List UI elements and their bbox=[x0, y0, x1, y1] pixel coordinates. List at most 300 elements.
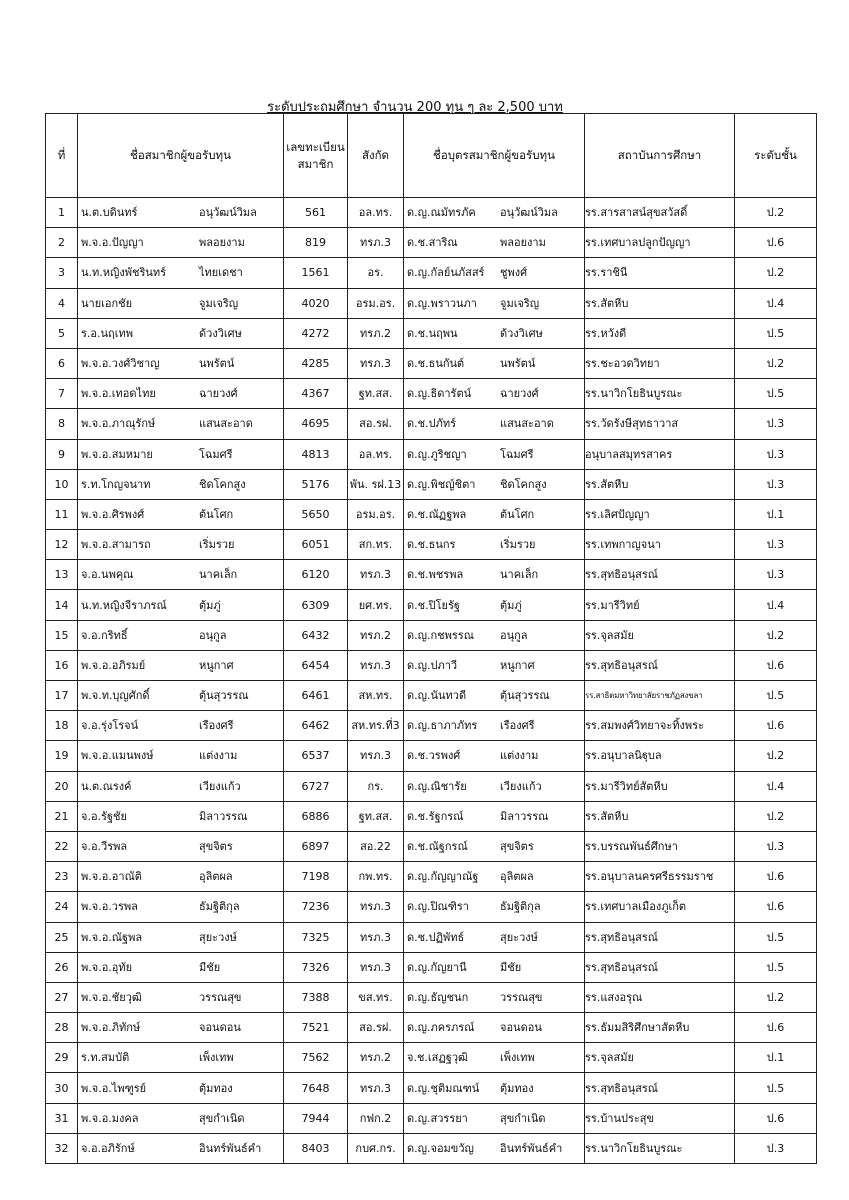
child-last-name: แสนสะอาด bbox=[500, 417, 554, 431]
cell-no: 21 bbox=[46, 801, 78, 831]
cell-no: 13 bbox=[46, 560, 78, 590]
member-last-name: สุขกำเนิด bbox=[199, 1111, 245, 1125]
child-last-name: ด้วงวิเศษ bbox=[500, 326, 543, 340]
cell-child-name bbox=[404, 892, 585, 922]
cell-no: 11 bbox=[46, 499, 78, 529]
member-first-name: น.ท.หญิงพัชรินทร์ bbox=[81, 266, 167, 280]
child-last-name: มิลาวรรณ bbox=[500, 809, 549, 823]
child-last-name: อุลิตผล bbox=[500, 870, 534, 884]
child-first-name: ด.ญ.ธาภาภัทร bbox=[407, 719, 478, 733]
cell-level: ป.5 bbox=[735, 922, 817, 952]
child-last-name: ชูพงศ์ bbox=[500, 266, 528, 280]
cell-school: รร.บ้านประสุข bbox=[585, 1103, 735, 1133]
child-last-name: ต้นโศก bbox=[500, 507, 535, 521]
child-first-name: ด.ญ.ธัญชนก bbox=[407, 990, 469, 1004]
cell-child-name bbox=[404, 982, 585, 1012]
child-first-name: ด.ช.นฤพน bbox=[407, 326, 458, 340]
cell-school: รร.จุลสมัย bbox=[585, 620, 735, 650]
cell-unit: ทรภ.2 bbox=[348, 620, 404, 650]
member-last-name: โฉมศรี bbox=[199, 447, 233, 461]
child-last-name: ฉายวงศ์ bbox=[500, 387, 539, 401]
cell-level: ป.6 bbox=[735, 862, 817, 892]
cell-child-name bbox=[404, 499, 585, 529]
cell-level: ป.3 bbox=[735, 831, 817, 861]
cell-level: ป.5 bbox=[735, 379, 817, 409]
child-last-name: ตุ้มภู่ bbox=[500, 598, 522, 612]
cell-child-name bbox=[404, 922, 585, 952]
header-level: ระดับชั้น bbox=[735, 114, 817, 198]
cell-unit: อรม.อร. bbox=[348, 499, 404, 529]
cell-school: รร.หวังดี bbox=[585, 318, 735, 348]
child-first-name: ด.ญ.ภครภรณ์ bbox=[407, 1021, 475, 1035]
cell-school: รร.แสงอรุณ bbox=[585, 982, 735, 1012]
cell-school: รร.สาธิตมหาวิทยาลัยราชภัฏสงขลา bbox=[585, 681, 735, 711]
member-first-name: พ.จ.อ.อภิรมย์ bbox=[81, 658, 146, 672]
member-first-name: พ.จ.อ.วงศ์วิชาญ bbox=[81, 357, 160, 371]
cell-member-name bbox=[78, 741, 284, 771]
cell-level: ป.3 bbox=[735, 469, 817, 499]
cell-no: 3 bbox=[46, 258, 78, 288]
member-last-name: ไทยเดชา bbox=[199, 266, 243, 280]
cell-no: 7 bbox=[46, 379, 78, 409]
cell-school: รร.อนุบาลนครศรีธรรมราช bbox=[585, 862, 735, 892]
cell-no: 16 bbox=[46, 650, 78, 680]
cell-member-name bbox=[78, 862, 284, 892]
child-last-name: เวียงแก้ว bbox=[500, 779, 542, 793]
cell-school: รร.เทศบาลเมืองภูเก็ต bbox=[585, 892, 735, 922]
cell-level: ป.2 bbox=[735, 198, 817, 228]
cell-no: 25 bbox=[46, 922, 78, 952]
member-first-name: พ.จ.อ.ชัยวุฒิ bbox=[81, 990, 142, 1004]
table-row bbox=[46, 1073, 817, 1103]
child-last-name: ตุ้นสุวรรณ bbox=[500, 689, 550, 703]
table-row bbox=[46, 620, 817, 650]
cell-member-name bbox=[78, 409, 284, 439]
cell-child-name bbox=[404, 952, 585, 982]
header-member-name: ชื่อสมาชิกผู้ขอรับทุน bbox=[78, 114, 284, 198]
child-first-name: ด.ช.รัฐกรณ์ bbox=[407, 809, 464, 823]
cell-unit: ทรภ.3 bbox=[348, 228, 404, 258]
member-last-name: จอนดอน bbox=[199, 1021, 241, 1035]
member-first-name: พ.จ.อ.ภาณุรักษ์ bbox=[81, 417, 156, 431]
child-first-name: ด.ช.พชรพล bbox=[407, 568, 464, 582]
table-row bbox=[46, 409, 817, 439]
cell-level: ป.3 bbox=[735, 409, 817, 439]
cell-no: 2 bbox=[46, 228, 78, 258]
member-last-name: หนูกาศ bbox=[199, 658, 234, 672]
child-last-name: ธัมฐิติกุล bbox=[500, 900, 541, 914]
member-first-name: พ.จ.อ.ภิทักษ์ bbox=[81, 1021, 141, 1035]
cell-member-id: 7325 bbox=[284, 922, 348, 952]
cell-child-name bbox=[404, 288, 585, 318]
table-row bbox=[46, 379, 817, 409]
cell-unit: อล.ทร. bbox=[348, 198, 404, 228]
child-first-name: ด.ญ.ภูริชญา bbox=[407, 447, 467, 461]
cell-member-name bbox=[78, 801, 284, 831]
cell-member-id: 8403 bbox=[284, 1133, 348, 1163]
member-last-name: เวียงแก้ว bbox=[199, 779, 241, 793]
member-first-name: พ.จ.อ.วรพล bbox=[81, 900, 138, 914]
cell-level: ป.1 bbox=[735, 499, 817, 529]
member-last-name: มิลาวรรณ bbox=[199, 809, 248, 823]
child-last-name: อินทร์พันธ์คำ bbox=[500, 1141, 563, 1155]
cell-child-name bbox=[404, 1133, 585, 1163]
member-last-name: ตุ้นสุวรรณ bbox=[199, 689, 249, 703]
cell-member-id: 6461 bbox=[284, 681, 348, 711]
child-last-name: สุยะวงษ์ bbox=[500, 930, 538, 944]
cell-member-id: 6454 bbox=[284, 650, 348, 680]
cell-member-id: 1561 bbox=[284, 258, 348, 288]
table-row bbox=[46, 922, 817, 952]
cell-school: รร.สัตหีบ bbox=[585, 469, 735, 499]
member-first-name: พ.จ.ท.บุญศักดิ์ bbox=[81, 689, 150, 703]
cell-child-name bbox=[404, 831, 585, 861]
child-first-name: ด.ช.ปฏิพัทธ์ bbox=[407, 930, 465, 944]
table-row bbox=[46, 771, 817, 801]
cell-level: ป.2 bbox=[735, 348, 817, 378]
child-last-name: แต่งงาม bbox=[500, 749, 539, 763]
child-first-name: ด.ญ.สวรรยา bbox=[407, 1111, 468, 1125]
cell-member-id: 4367 bbox=[284, 379, 348, 409]
cell-child-name bbox=[404, 409, 585, 439]
table-row bbox=[46, 952, 817, 982]
cell-level: ป.4 bbox=[735, 590, 817, 620]
member-last-name: เพ็งเทพ bbox=[199, 1051, 234, 1065]
cell-child-name bbox=[404, 650, 585, 680]
table-row bbox=[46, 711, 817, 741]
cell-school: รร.มารีวิทย์ bbox=[585, 590, 735, 620]
cell-unit: ทรภ.3 bbox=[348, 560, 404, 590]
child-last-name: นพรัตน์ bbox=[500, 357, 536, 371]
member-last-name: ต้นโศก bbox=[199, 507, 234, 521]
cell-no: 29 bbox=[46, 1043, 78, 1073]
cell-child-name bbox=[404, 348, 585, 378]
page-title: ระดับประถมศึกษา จำนวน 200 ทุน ๆ ละ 2,500 บาท bbox=[267, 100, 563, 115]
cell-member-name bbox=[78, 681, 284, 711]
member-first-name: พ.จ.อ.มงคล bbox=[81, 1111, 139, 1125]
child-first-name: ด.ญ.กัลย์นภัสสร์ bbox=[407, 266, 485, 280]
member-last-name: นาคเล็ก bbox=[199, 568, 238, 582]
member-last-name: อนุกูล bbox=[199, 628, 227, 642]
cell-unit: ทรภ.2 bbox=[348, 318, 404, 348]
member-first-name: พ.จ.อ.อาณัติ bbox=[81, 870, 142, 884]
cell-unit: สอ.รฝ. bbox=[348, 409, 404, 439]
cell-child-name bbox=[404, 620, 585, 650]
cell-school: รร.สุทธิอนุสรณ์ bbox=[585, 922, 735, 952]
cell-member-name bbox=[78, 439, 284, 469]
cell-level: ป.6 bbox=[735, 711, 817, 741]
cell-member-id: 4020 bbox=[284, 288, 348, 318]
child-last-name: อนุกูล bbox=[500, 628, 528, 642]
cell-school: อนุบาลสมุทรสาคร bbox=[585, 439, 735, 469]
cell-level: ป.3 bbox=[735, 560, 817, 590]
cell-level: ป.6 bbox=[735, 1103, 817, 1133]
child-last-name: สุขจิตร bbox=[500, 840, 534, 854]
cell-member-id: 7562 bbox=[284, 1043, 348, 1073]
cell-no: 4 bbox=[46, 288, 78, 318]
member-last-name: ชิดโคกสูง bbox=[199, 477, 246, 491]
cell-level: ป.2 bbox=[735, 258, 817, 288]
cell-school: รร.เทศบาลปลูกปัญญา bbox=[585, 228, 735, 258]
cell-member-name bbox=[78, 530, 284, 560]
cell-member-id: 6727 bbox=[284, 771, 348, 801]
member-last-name: แต่งงาม bbox=[199, 749, 238, 763]
table-row bbox=[46, 1133, 817, 1163]
cell-level: ป.4 bbox=[735, 771, 817, 801]
cell-no: 26 bbox=[46, 952, 78, 982]
cell-member-id: 7521 bbox=[284, 1013, 348, 1043]
cell-child-name bbox=[404, 741, 585, 771]
cell-member-id: 6051 bbox=[284, 530, 348, 560]
table-row bbox=[46, 288, 817, 318]
child-last-name: จอนดอน bbox=[500, 1021, 542, 1035]
cell-level: ป.5 bbox=[735, 1073, 817, 1103]
cell-unit: อรม.อร. bbox=[348, 288, 404, 318]
cell-unit: ขส.ทร. bbox=[348, 982, 404, 1012]
child-last-name: สุขกำเนิด bbox=[500, 1111, 546, 1125]
cell-member-name bbox=[78, 952, 284, 982]
cell-member-name bbox=[78, 469, 284, 499]
member-first-name: พ.จ.อ.สมหมาย bbox=[81, 447, 153, 461]
child-first-name: ด.ช.สาริณ bbox=[407, 236, 458, 250]
cell-unit: ยศ.ทร. bbox=[348, 590, 404, 620]
member-first-name: พ.จ.อ.ศิรพงศ์ bbox=[81, 507, 145, 521]
child-first-name: ด.ญ.จอมขวัญ bbox=[407, 1141, 474, 1155]
cell-member-id: 4813 bbox=[284, 439, 348, 469]
table-row bbox=[46, 198, 817, 228]
child-first-name: ด.ญ.ณมัทรภัค bbox=[407, 206, 476, 220]
cell-member-name bbox=[78, 1103, 284, 1133]
cell-no: 28 bbox=[46, 1013, 78, 1043]
child-last-name: ชิดโคกสูง bbox=[500, 477, 547, 491]
cell-level: ป.3 bbox=[735, 1133, 817, 1163]
cell-member-name bbox=[78, 1133, 284, 1163]
child-last-name: วรรณสุข bbox=[500, 990, 543, 1004]
cell-school: รร.นาวิกโยธินบูรณะ bbox=[585, 1133, 735, 1163]
cell-school: รร.สารสาสน์สุขสวัสดิ์ bbox=[585, 198, 735, 228]
member-last-name: สุขจิตร bbox=[199, 840, 233, 854]
cell-member-id: 7236 bbox=[284, 892, 348, 922]
member-first-name: จ.อ.อภิรักษ์ bbox=[81, 1141, 135, 1155]
member-last-name: เรืองศรี bbox=[199, 719, 234, 733]
cell-member-name bbox=[78, 198, 284, 228]
member-first-name: จ.อ.รุ่งโรจน์ bbox=[81, 719, 139, 733]
cell-member-id: 561 bbox=[284, 198, 348, 228]
child-first-name: ด.ญ.ปภาวี bbox=[407, 658, 458, 672]
child-last-name: ตุ้มทอง bbox=[500, 1081, 534, 1095]
member-last-name: นพรัตน์ bbox=[199, 357, 235, 371]
header-school: สถาบันการศึกษา bbox=[585, 114, 735, 198]
member-last-name: วรรณสุข bbox=[199, 990, 242, 1004]
member-last-name: แสนสะอาด bbox=[199, 417, 253, 431]
child-first-name: ด.ช.ธนกร bbox=[407, 538, 456, 552]
cell-member-name bbox=[78, 831, 284, 861]
cell-unit: กฟก.2 bbox=[348, 1103, 404, 1133]
cell-unit: ทรภ.2 bbox=[348, 1043, 404, 1073]
member-last-name: อินทร์พันธ์คำ bbox=[199, 1141, 262, 1155]
table-row bbox=[46, 348, 817, 378]
table-row bbox=[46, 499, 817, 529]
header-child-name: ชื่อบุตรสมาชิกผู้ขอรับทุน bbox=[404, 114, 585, 198]
cell-member-name bbox=[78, 1013, 284, 1043]
cell-child-name bbox=[404, 771, 585, 801]
cell-unit: ทรภ.3 bbox=[348, 1073, 404, 1103]
cell-member-name bbox=[78, 892, 284, 922]
child-last-name: พลอยงาม bbox=[500, 236, 546, 250]
cell-child-name bbox=[404, 711, 585, 741]
member-first-name: พ.จ.อ.เทอดไทย bbox=[81, 387, 156, 401]
child-first-name: ด.ญ.กชพรรณ bbox=[407, 628, 474, 642]
cell-member-id: 4272 bbox=[284, 318, 348, 348]
cell-member-id: 7388 bbox=[284, 982, 348, 1012]
cell-unit: ทรภ.3 bbox=[348, 922, 404, 952]
cell-member-name bbox=[78, 1073, 284, 1103]
child-first-name: ด.ช.วรพงศ์ bbox=[407, 749, 461, 763]
child-first-name: ด.ช.ปภัทร์ bbox=[407, 417, 456, 431]
cell-member-name bbox=[78, 650, 284, 680]
cell-no: 22 bbox=[46, 831, 78, 861]
cell-level: ป.5 bbox=[735, 318, 817, 348]
child-first-name: จ.ช.เสฏฐวุฒิ bbox=[407, 1051, 468, 1065]
cell-no: 14 bbox=[46, 590, 78, 620]
child-last-name: นาคเล็ก bbox=[500, 568, 539, 582]
header-member-id-line2: สมาชิก bbox=[297, 156, 334, 171]
cell-no: 27 bbox=[46, 982, 78, 1012]
cell-no: 18 bbox=[46, 711, 78, 741]
member-last-name: ฉายวงศ์ bbox=[199, 387, 238, 401]
cell-school: รร.วัดรังษีสุทธาวาส bbox=[585, 409, 735, 439]
cell-unit: สห.ทร. bbox=[348, 681, 404, 711]
cell-level: ป.2 bbox=[735, 741, 817, 771]
cell-unit: ฐท.สส. bbox=[348, 379, 404, 409]
cell-unit: สอ.รฝ. bbox=[348, 1013, 404, 1043]
cell-unit: กร. bbox=[348, 771, 404, 801]
cell-school: รร.สุทธิอนุสรณ์ bbox=[585, 952, 735, 982]
member-first-name: ร.ท.โกญจนาท bbox=[81, 477, 151, 491]
member-first-name: น.ต.ณรงค์ bbox=[81, 779, 132, 793]
member-last-name: มีชัย bbox=[199, 960, 221, 974]
cell-child-name bbox=[404, 801, 585, 831]
child-first-name: ด.ช.ณัฐกรณ์ bbox=[407, 840, 468, 854]
scholarship-table bbox=[45, 113, 817, 1164]
cell-member-id: 5176 bbox=[284, 469, 348, 499]
cell-unit: สก.ทร. bbox=[348, 530, 404, 560]
cell-level: ป.5 bbox=[735, 681, 817, 711]
member-first-name: จ.อ.นพคุณ bbox=[81, 568, 134, 582]
table-row bbox=[46, 469, 817, 499]
cell-member-id: 819 bbox=[284, 228, 348, 258]
child-last-name: มีชัย bbox=[500, 960, 522, 974]
cell-unit: กพ.ทร. bbox=[348, 862, 404, 892]
cell-no: 12 bbox=[46, 530, 78, 560]
table-row bbox=[46, 1103, 817, 1133]
cell-level: ป.2 bbox=[735, 620, 817, 650]
cell-school: รร.เทพกาญจนา bbox=[585, 530, 735, 560]
cell-child-name bbox=[404, 469, 585, 499]
cell-school: รร.บรรณพันธ์ศึกษา bbox=[585, 831, 735, 861]
cell-school: รร.จุลสมัย bbox=[585, 1043, 735, 1073]
table-row bbox=[46, 982, 817, 1012]
member-first-name: จ.อ.รัฐชัย bbox=[81, 809, 127, 823]
table-row bbox=[46, 258, 817, 288]
cell-level: ป.5 bbox=[735, 952, 817, 982]
cell-level: ป.3 bbox=[735, 530, 817, 560]
table-row bbox=[46, 801, 817, 831]
cell-child-name bbox=[404, 379, 585, 409]
cell-member-name bbox=[78, 379, 284, 409]
cell-child-name bbox=[404, 198, 585, 228]
cell-unit: ทรภ.3 bbox=[348, 892, 404, 922]
member-first-name: น.ท.หญิงจีราภรณ์ bbox=[81, 598, 167, 612]
cell-member-id: 6309 bbox=[284, 590, 348, 620]
cell-member-id: 6432 bbox=[284, 620, 348, 650]
cell-child-name bbox=[404, 439, 585, 469]
cell-member-name bbox=[78, 711, 284, 741]
cell-unit: ทรภ.3 bbox=[348, 650, 404, 680]
table-row bbox=[46, 741, 817, 771]
cell-unit: ทรภ.3 bbox=[348, 348, 404, 378]
child-first-name: ด.ญ.ปิณฑิรา bbox=[407, 900, 469, 914]
cell-member-id: 7648 bbox=[284, 1073, 348, 1103]
cell-unit: ทรภ.3 bbox=[348, 741, 404, 771]
member-last-name: ด้วงวิเศษ bbox=[199, 326, 242, 340]
cell-level: ป.6 bbox=[735, 1013, 817, 1043]
cell-child-name bbox=[404, 862, 585, 892]
member-first-name: ร.อ.นฤเทพ bbox=[81, 326, 133, 340]
cell-member-id: 6120 bbox=[284, 560, 348, 590]
cell-member-name bbox=[78, 590, 284, 620]
cell-unit: ทรภ.3 bbox=[348, 952, 404, 982]
cell-member-name bbox=[78, 228, 284, 258]
cell-unit: พัน. รฝ.13 bbox=[348, 469, 404, 499]
cell-member-name bbox=[78, 1043, 284, 1073]
cell-level: ป.3 bbox=[735, 439, 817, 469]
cell-school: รร.ราชินี bbox=[585, 258, 735, 288]
child-last-name: เรืองศรี bbox=[500, 719, 535, 733]
member-first-name: ร.ท.สมบัติ bbox=[81, 1051, 130, 1065]
cell-school: รร.ธัมมสิริศึกษาสัตหีบ bbox=[585, 1013, 735, 1043]
cell-child-name bbox=[404, 590, 585, 620]
cell-member-id: 7326 bbox=[284, 952, 348, 982]
cell-member-id: 7198 bbox=[284, 862, 348, 892]
member-first-name: พ.จ.อ.ไพฑูรย์ bbox=[81, 1081, 147, 1095]
cell-child-name bbox=[404, 258, 585, 288]
cell-school: รร.มารีวิทย์สัตหีบ bbox=[585, 771, 735, 801]
cell-no: 32 bbox=[46, 1133, 78, 1163]
member-last-name: จูมเจริญ bbox=[199, 296, 239, 310]
cell-school: รร.ชะอวดวิทยา bbox=[585, 348, 735, 378]
cell-member-id: 4285 bbox=[284, 348, 348, 378]
cell-school: รร.สมพงศ์วิทยาจะทิ้งพระ bbox=[585, 711, 735, 741]
member-first-name: พ.จ.อ.สามารถ bbox=[81, 538, 151, 552]
table-row bbox=[46, 681, 817, 711]
cell-school: รร.สัตหีบ bbox=[585, 288, 735, 318]
cell-level: ป.2 bbox=[735, 982, 817, 1012]
cell-member-id: 7944 bbox=[284, 1103, 348, 1133]
cell-no: 24 bbox=[46, 892, 78, 922]
header-unit: สังกัด bbox=[348, 114, 404, 198]
cell-member-name bbox=[78, 288, 284, 318]
child-first-name: ด.ช.ณัฏฐพล bbox=[407, 507, 467, 521]
header-member-id bbox=[284, 114, 348, 198]
cell-school: รร.อนุบาลนิฐุบล bbox=[585, 741, 735, 771]
cell-level: ป.1 bbox=[735, 1043, 817, 1073]
cell-no: 30 bbox=[46, 1073, 78, 1103]
cell-school: รร.สุทธิอนุสรณ์ bbox=[585, 1073, 735, 1103]
child-last-name: โฉมศรี bbox=[500, 447, 534, 461]
cell-member-name bbox=[78, 258, 284, 288]
cell-no: 10 bbox=[46, 469, 78, 499]
